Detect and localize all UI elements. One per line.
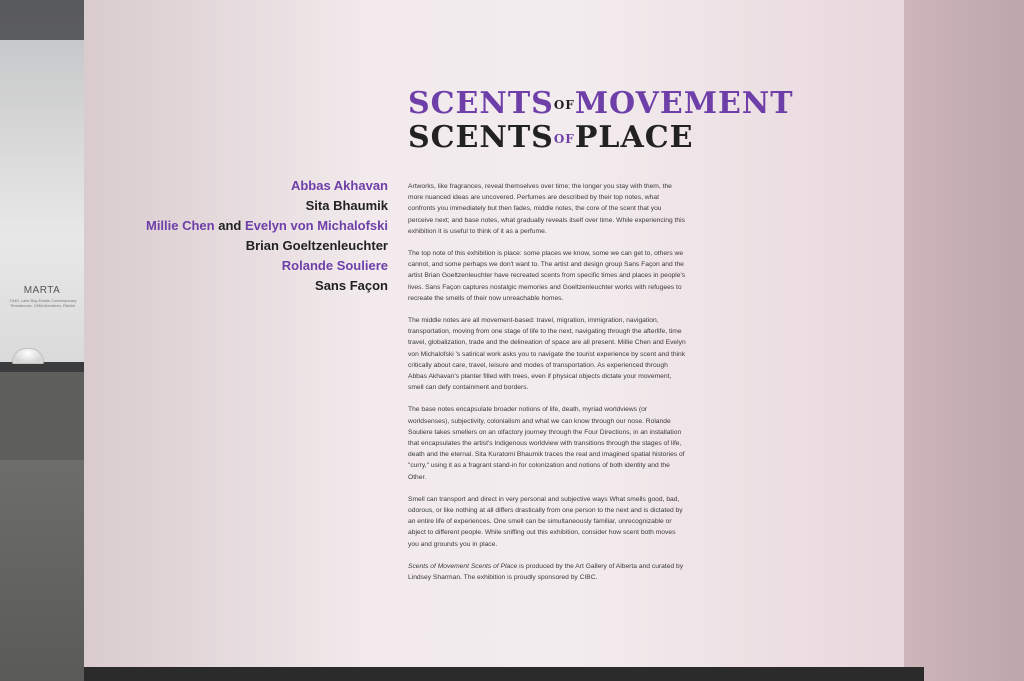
exhibition-title	[408, 88, 794, 156]
title-of: OF	[553, 98, 575, 112]
title-word: MOVEMENT	[574, 86, 794, 121]
statement-paragraph: Artworks, like fragrances, reveal themselves over time; the longer you stay with them, the more nuanced ideas are uncovered. Perfumes are described by their top notes, what confronts you immediately but then fades, middle notes, the core of the scent that you perceive next; and base notes, what gradually reveals itself over time. While experiencing this exhibition it is useful to think of it as a perfume.	[408, 183, 685, 235]
title-line-2	[408, 121, 794, 156]
artist-name: Sita Bhaumik	[305, 198, 388, 213]
exhibition-title-italic: Scents of Movement Scents of Place	[408, 562, 518, 570]
gallery-floor	[0, 460, 84, 681]
curatorial-statement	[408, 181, 688, 594]
statement-paragraph: The middle notes are all movement-based: travel, migration, immigration, navigation, transportation, moving from one stage of life to the next, navigating through the afterlife, time travel, globalization, trade and the delineation of space are all present. Millie Chen and Evelyn von Michalofski 's satirical work asks you to navigate the tourist experience by scent and think critically about care, travel, leisure and modes of transportation. As experienced through Abbas Akhavan's planter filled with trees, even if physical objects dictate your movement, smell can defy containment and borders.	[408, 317, 686, 392]
artist-name: Millie Chen	[145, 218, 215, 233]
title-word: PLACE	[574, 120, 694, 155]
artist-list	[120, 176, 388, 296]
artist-name: Evelyn von Michalofski	[244, 218, 388, 233]
credits-paragraph	[408, 561, 688, 583]
artist-name: Sans Façon	[315, 278, 388, 293]
adjacent-gallery-wall	[0, 40, 84, 370]
title-word: SCENTS	[408, 120, 554, 155]
wall-sign-subtitle: 1945, Lake Bay Estate Contemporary Residences, 1988 Aberdeen, Ritchie	[9, 298, 77, 308]
artist-name: Rolande Souliere	[281, 258, 388, 273]
wall-sign-title: MARTA	[23, 285, 61, 296]
title-word: SCENTS	[408, 86, 554, 121]
title-line-1	[408, 88, 794, 121]
artist-name: Brian Goeltzenleuchter	[245, 238, 388, 253]
floor-baseboard	[84, 667, 924, 681]
display-base	[0, 372, 84, 460]
statement-paragraph: Smell can transport and direct in very personal and subjective ways What smells good, bad, odorous, or like nothing at all differs drastically from one person to the next and is dictated by an entire life of experiences. One smell can be simultaneously familiar, unrecognizable or abject to different people. While sniffing out this exhibition, consider how scent both moves you and grounds you in place.	[408, 495, 683, 548]
artist-conjunction: and	[214, 218, 245, 233]
credits-text: is produced by the Art Gallery of Alberta and curated by Lindsey Sharman. The exhibition is proudly sponsored by CIBC.	[408, 562, 684, 582]
statement-paragraph: The top note of this exhibition is place: some places we know, some we can get to, others we cannot, and some perhaps we don't want to. The artist and design group Sans Façon and the artist Brian Goeltzenleuchter have recreated scents from specific times and places in people's lives. Sans Façon captures nostalgic memories and Goeltzenleuchter works with refugees to recreate the smells of their now unreachable homes.	[408, 250, 686, 302]
artist-pair	[120, 216, 388, 236]
artist-name: Abbas Akhavan	[290, 178, 388, 193]
statement-paragraph: The base notes encapsulate broader notions of life, death, myriad worldviews (or worldsenses), subjectivity, colonialism and what we can know through our nose. Rolande Souliere takes smellers on an olfactory journey through the Four Directions, in an installation that encapsulates the artist's Indigenous worldview with transitions through the stages of life, death and the eternal. Sita Kuratomi Bhaumik traces the real and imagined spatial histories of "curry," using it as a fragrant stand-in for colonization and notions of both identity and the Other.	[408, 406, 685, 481]
side-wall	[904, 0, 1024, 681]
title-of: OF	[553, 132, 575, 146]
